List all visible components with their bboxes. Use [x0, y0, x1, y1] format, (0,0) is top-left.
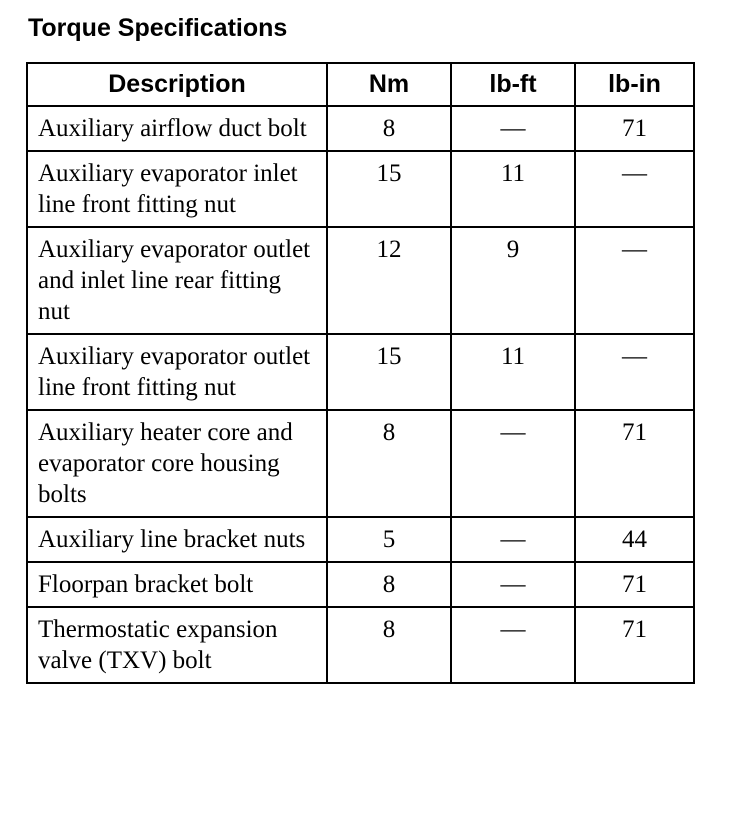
- header-description: Description: [27, 63, 327, 106]
- cell-lb-ft: —: [451, 517, 575, 562]
- table-row: [27, 517, 694, 562]
- cell-nm: 15: [327, 334, 451, 410]
- cell-lb-in: —: [575, 334, 694, 410]
- cell-lb-in: 44: [575, 517, 694, 562]
- table-row: [27, 151, 694, 227]
- cell-description: Floorpan bracket bolt: [27, 562, 327, 607]
- cell-nm: 5: [327, 517, 451, 562]
- table-row: [27, 334, 694, 410]
- table-row: [27, 410, 694, 517]
- header-lb-ft: lb-ft: [451, 63, 575, 106]
- header-lb-in: lb-in: [575, 63, 694, 106]
- cell-nm: 15: [327, 151, 451, 227]
- cell-lb-ft: 11: [451, 151, 575, 227]
- cell-description: Thermostatic expansion valve (TXV) bolt: [27, 607, 327, 683]
- table-row: [27, 562, 694, 607]
- cell-nm: 12: [327, 227, 451, 334]
- header-nm: Nm: [327, 63, 451, 106]
- cell-lb-in: 71: [575, 106, 694, 151]
- cell-description: Auxiliary airflow duct bolt: [27, 106, 327, 151]
- table-row: [27, 106, 694, 151]
- cell-nm: 8: [327, 607, 451, 683]
- cell-description: Auxiliary evaporator outlet line front fitting nut: [27, 334, 327, 410]
- cell-lb-in: 71: [575, 607, 694, 683]
- torque-spec-table: [26, 62, 695, 684]
- header-row: [27, 63, 694, 106]
- page-title: Torque Specifications: [28, 14, 288, 42]
- cell-lb-in: 71: [575, 410, 694, 517]
- cell-nm: 8: [327, 106, 451, 151]
- cell-description: Auxiliary line bracket nuts: [27, 517, 327, 562]
- cell-description: Auxiliary evaporator inlet line front fitting nut: [27, 151, 327, 227]
- table-row: [27, 227, 694, 334]
- cell-lb-ft: 11: [451, 334, 575, 410]
- table-row: [27, 607, 694, 683]
- cell-lb-in: —: [575, 151, 694, 227]
- cell-lb-ft: 9: [451, 227, 575, 334]
- cell-description: Auxiliary evaporator outlet and inlet line rear fitting nut: [27, 227, 327, 334]
- cell-description: Auxiliary heater core and evaporator core housing bolts: [27, 410, 327, 517]
- cell-lb-ft: —: [451, 607, 575, 683]
- cell-lb-ft: —: [451, 410, 575, 517]
- cell-nm: 8: [327, 562, 451, 607]
- cell-lb-ft: —: [451, 106, 575, 151]
- cell-lb-in: —: [575, 227, 694, 334]
- cell-nm: 8: [327, 410, 451, 517]
- cell-lb-ft: —: [451, 562, 575, 607]
- cell-lb-in: 71: [575, 562, 694, 607]
